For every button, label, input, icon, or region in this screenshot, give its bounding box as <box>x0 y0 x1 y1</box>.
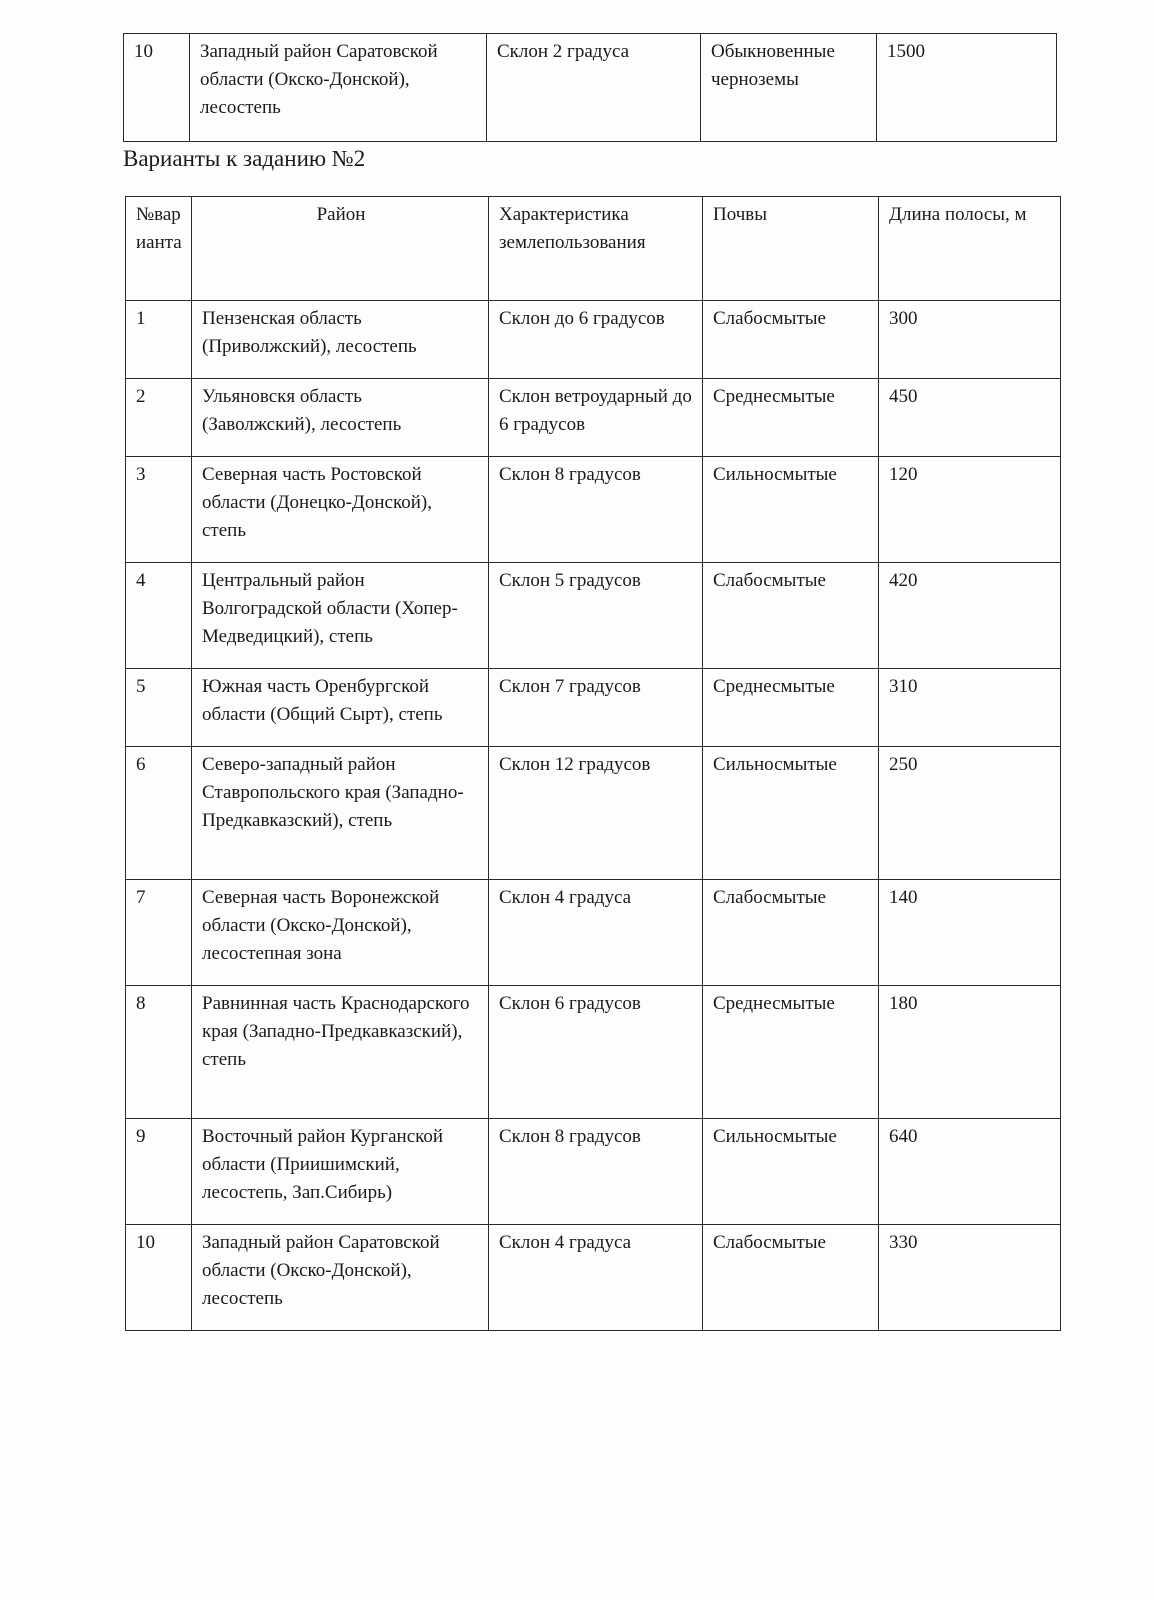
table-row <box>126 301 1061 379</box>
length-cell: 140 <box>879 880 1061 986</box>
land-use-cell: Склон 7 градусов <box>489 669 703 747</box>
length-cell: 300 <box>879 301 1061 379</box>
variant-number: 3 <box>126 457 192 563</box>
soils-cell: Слабосмытые <box>703 880 879 986</box>
variant-number: 10 <box>126 1225 192 1331</box>
land-use-cell: Склон 6 градусов <box>489 986 703 1119</box>
district-cell: Западный район Саратовской области (Окско-Донской), лесостепь <box>192 1225 489 1331</box>
district-cell: Западный район Саратовской области (Окско-Донской), лесостепь <box>190 34 487 142</box>
table-row <box>126 379 1061 457</box>
length-cell: 420 <box>879 563 1061 669</box>
land-use-cell: Склон 8 градусов <box>489 457 703 563</box>
soils-cell: Сильносмытые <box>703 1119 879 1225</box>
district-cell: Северо-западный район Ставропольского края (Западно-Предкавказский), степь <box>192 747 489 880</box>
length-cell: 450 <box>879 379 1061 457</box>
length-cell: 310 <box>879 669 1061 747</box>
table-row <box>126 563 1061 669</box>
header-land-use: Характеристика землепользования <box>489 197 703 301</box>
soils-cell: Среднесмытые <box>703 986 879 1119</box>
land-use-cell: Склон 8 градусов <box>489 1119 703 1225</box>
table-row <box>126 747 1061 880</box>
soils-cell: Сильносмытые <box>703 457 879 563</box>
length-cell: 1500 <box>877 34 1057 142</box>
header-length: Длина полосы, м <box>879 197 1061 301</box>
variants-table <box>125 196 1061 1331</box>
variant-number: 5 <box>126 669 192 747</box>
land-use-cell: Склон до 6 градусов <box>489 301 703 379</box>
section-heading: Варианты к заданию №2 <box>123 146 366 171</box>
length-cell: 250 <box>879 747 1061 880</box>
table-row <box>126 669 1061 747</box>
table-row <box>124 34 1057 142</box>
variant-number: 6 <box>126 747 192 880</box>
land-use-cell: Склон 2 градуса <box>487 34 701 142</box>
land-use-cell: Склон 12 градусов <box>489 747 703 880</box>
variant-number: 7 <box>126 880 192 986</box>
district-cell: Восточный район Курганской области (Приишимский, лесостепь, Зап.Сибирь) <box>192 1119 489 1225</box>
header-district: Район <box>192 197 489 301</box>
header-soils: Почвы <box>703 197 879 301</box>
soils-cell: Среднесмытые <box>703 669 879 747</box>
variant-number: 8 <box>126 986 192 1119</box>
soils-cell: Сильносмытые <box>703 747 879 880</box>
district-cell: Пензенская область (Приволжский), лесостепь <box>192 301 489 379</box>
variant-number: 4 <box>126 563 192 669</box>
table-row <box>126 880 1061 986</box>
length-cell: 180 <box>879 986 1061 1119</box>
district-cell: Северная часть Ростовской области (Донецко-Донской), степь <box>192 457 489 563</box>
land-use-cell: Склон ветроударный до 6 градусов <box>489 379 703 457</box>
length-cell: 640 <box>879 1119 1061 1225</box>
length-cell: 120 <box>879 457 1061 563</box>
header-row <box>126 197 1061 301</box>
length-cell: 330 <box>879 1225 1061 1331</box>
soils-cell: Слабосмытые <box>703 301 879 379</box>
variant-number: 1 <box>126 301 192 379</box>
district-cell: Ульяновскя область (Заволжский), лесостепь <box>192 379 489 457</box>
land-use-cell: Склон 5 градусов <box>489 563 703 669</box>
table-row <box>126 1225 1061 1331</box>
district-cell: Северная часть Воронежской области (Окско-Донской), лесостепная зона <box>192 880 489 986</box>
soils-cell: Слабосмытые <box>703 563 879 669</box>
soils-cell: Слабосмытые <box>703 1225 879 1331</box>
land-use-cell: Склон 4 градуса <box>489 880 703 986</box>
district-cell: Южная часть Оренбургской области (Общий Сырт), степь <box>192 669 489 747</box>
land-use-cell: Склон 4 градуса <box>489 1225 703 1331</box>
table-row <box>126 457 1061 563</box>
table-row <box>126 986 1061 1119</box>
soils-cell: Обыкновенные черноземы <box>701 34 877 142</box>
district-cell: Центральный район Волгоградской области (Хопер-Медведицкий), степь <box>192 563 489 669</box>
variant-number: 9 <box>126 1119 192 1225</box>
table-row <box>126 1119 1061 1225</box>
variant-number: 2 <box>126 379 192 457</box>
previous-variants-table <box>123 33 1057 142</box>
header-variant-number: №варианта <box>126 197 192 301</box>
soils-cell: Среднесмытые <box>703 379 879 457</box>
variant-number: 10 <box>124 34 190 142</box>
district-cell: Равнинная часть Краснодарского края (Западно-Предкавказский), степь <box>192 986 489 1119</box>
